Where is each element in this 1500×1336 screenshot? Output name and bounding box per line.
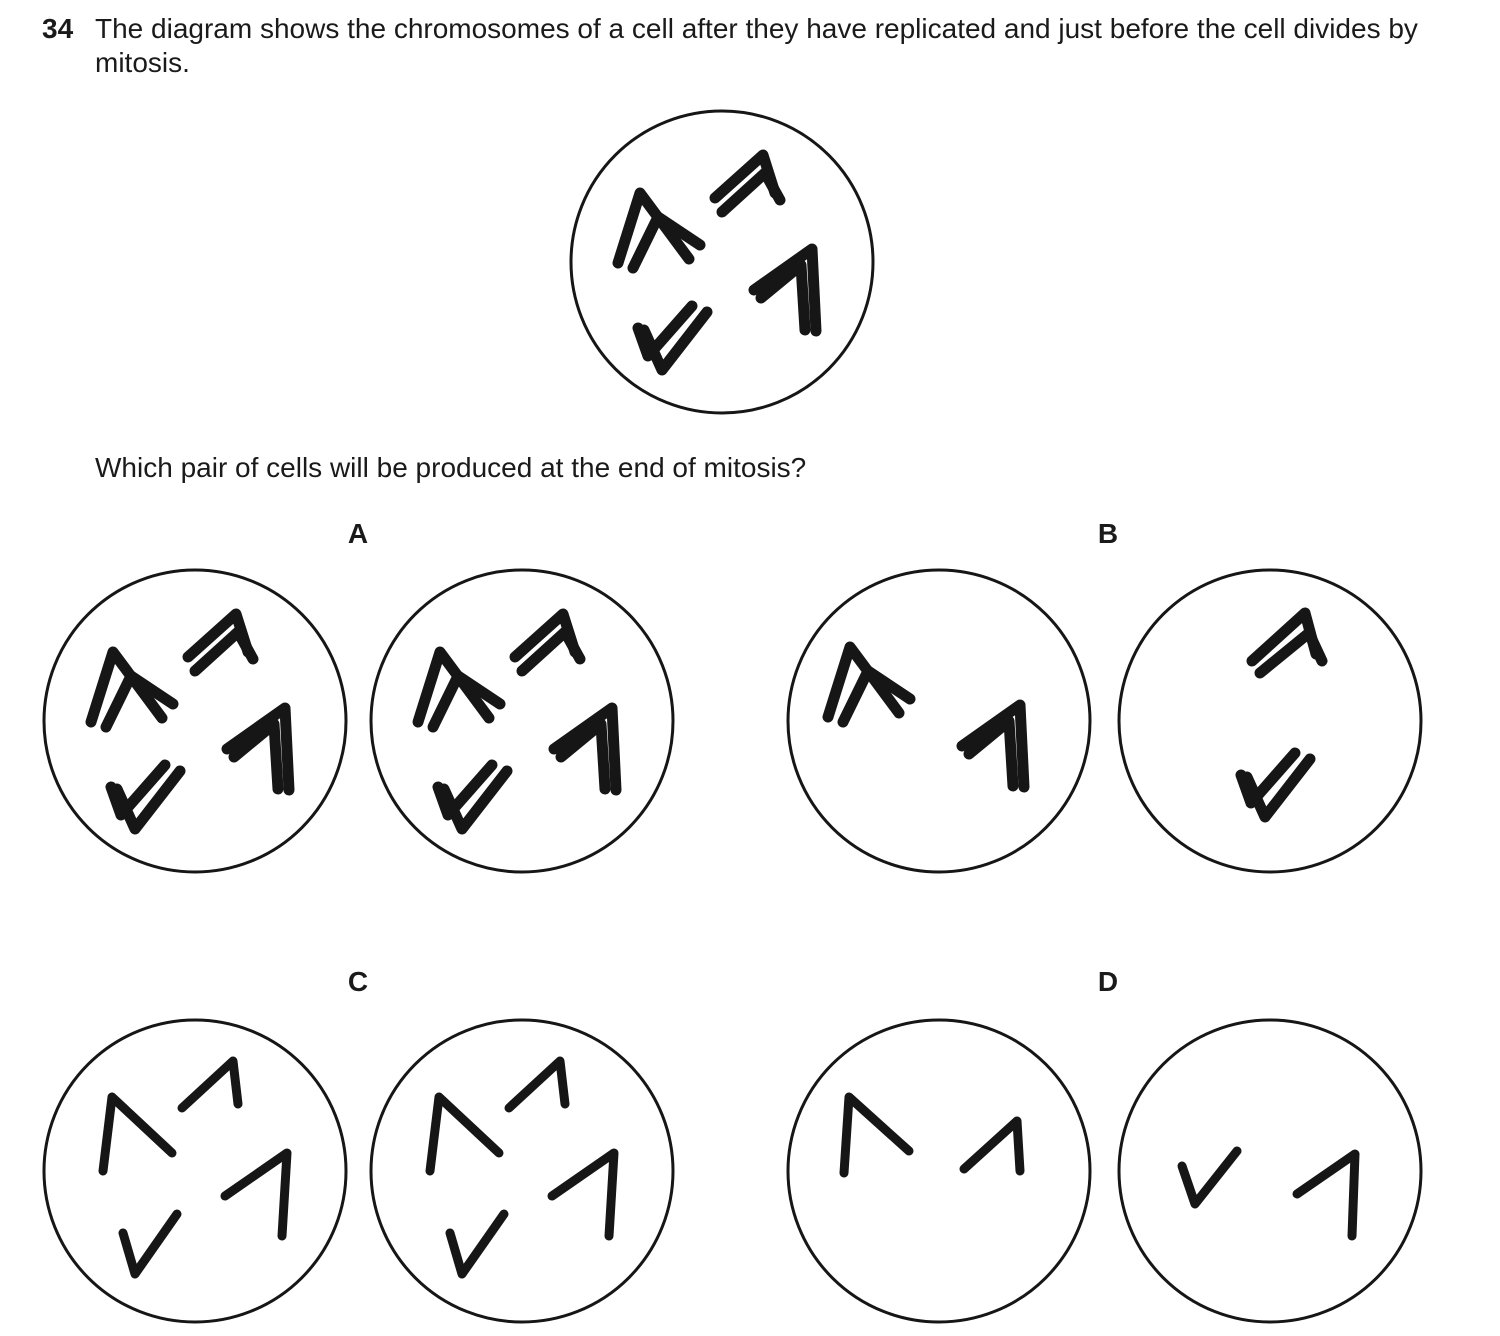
cell-membrane-circle — [44, 1020, 346, 1322]
large-chromosome-right-strand — [1297, 1154, 1355, 1236]
large-chromosome-right-strand — [225, 1153, 287, 1236]
small-chromosome-upper-right-strand — [182, 1061, 238, 1108]
small-chromosome-upper-right-strand — [509, 1061, 565, 1108]
cell-svg — [1110, 1011, 1430, 1331]
option-label-a: A — [347, 518, 369, 549]
option-c-cell-2 — [362, 1011, 682, 1331]
large-chromosome-upper-left-strand — [103, 1097, 172, 1171]
option-a-cell-2 — [362, 561, 682, 881]
option-b-cell-2 — [1110, 561, 1430, 881]
cell-svg — [562, 102, 882, 422]
check-chromosome-left-strand — [1182, 1151, 1237, 1204]
chromosome-lower-left-strand — [123, 1214, 177, 1274]
cell-membrane-circle — [788, 570, 1090, 872]
option-d-cell-1 — [779, 1011, 1099, 1331]
cell-svg — [779, 1011, 1099, 1331]
cell-svg — [1110, 561, 1430, 881]
small-chromosome-middle-strand — [964, 1121, 1020, 1171]
option-c-cell-1 — [35, 1011, 355, 1331]
large-chromosome-upper-left-strand — [430, 1097, 499, 1171]
cell-membrane-circle — [1119, 1020, 1421, 1322]
cell-membrane-circle — [1119, 570, 1421, 872]
large-chromosome-right-strand — [552, 1153, 614, 1236]
cell-svg — [779, 561, 1099, 881]
question-text: The diagram shows the chromosomes of a cell after they have replicated and just before the cell divides by mitosis. — [95, 13, 1418, 78]
option-b-cell-1 — [779, 561, 1099, 881]
option-d-cell-2 — [1110, 1011, 1430, 1331]
question-prompt: Which pair of cells will be produced at the end of mitosis? — [95, 452, 807, 483]
cell-membrane-circle — [788, 1020, 1090, 1322]
cell-svg — [35, 561, 355, 881]
question-number: 34 — [42, 13, 74, 44]
stem-cell-diagram — [562, 102, 882, 422]
chromosome-lower-left-strand — [450, 1214, 504, 1274]
question-header — [42, 12, 1447, 80]
cell-svg — [35, 1011, 355, 1331]
option-label-d: D — [1097, 966, 1119, 997]
large-chromosome-upper-left-strand — [844, 1097, 909, 1173]
option-a-cell-1 — [35, 561, 355, 881]
option-label-b: B — [1097, 518, 1119, 549]
option-label-c: C — [347, 966, 369, 997]
cell-svg — [362, 561, 682, 881]
cell-svg — [362, 1011, 682, 1331]
cell-membrane-circle — [371, 1020, 673, 1322]
